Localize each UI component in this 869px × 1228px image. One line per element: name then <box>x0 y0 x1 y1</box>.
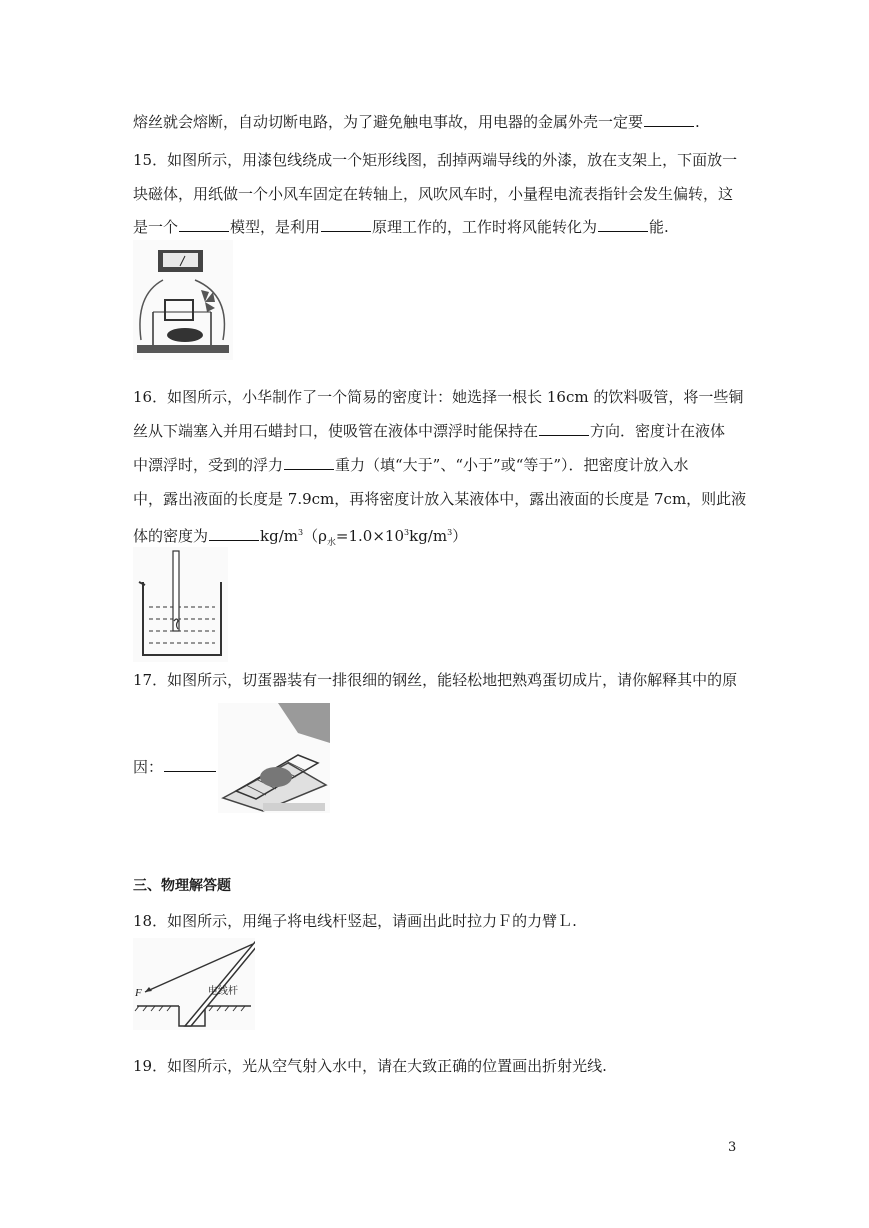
q16-line3: 中漂浮时，受到的浮力 重力（填“大于”、“小于”或“等于”）．把密度计放入水 <box>133 456 689 474</box>
q15-line1: 15．如图所示，用漆包线绕成一个矩形线图，刮掉两端导线的外漆，放在支架上，下面放一 <box>133 151 738 169</box>
q15-blank-2 <box>321 217 371 232</box>
q14-blank <box>644 112 694 127</box>
q15-line2: 块磁体，用纸做一个小风车固定在转轴上，风吹风车时，小量程电流表指针会发生偏转，这 <box>133 185 734 203</box>
q17-blank <box>164 757 216 772</box>
q16-blank-1 <box>539 421 589 436</box>
q15-blank-1 <box>179 217 229 232</box>
q17-line2: 因： <box>133 757 217 777</box>
q18-line1: 18．如图所示，用绳子将电线杆竖起，请画出此时拉力Ｆ的力臂Ｌ. <box>133 912 577 930</box>
q16-blank-2 <box>284 455 334 470</box>
page-number: 3 <box>728 1140 737 1155</box>
q16-line2: 丝从下端塞入并用石蜡封口，使吸管在液体中漂浮时能保持在 方向．密度计在液体 <box>133 422 726 440</box>
force-label: F <box>135 987 142 999</box>
generator-model-figure <box>133 240 233 360</box>
pole-label: 电线杆 <box>208 986 238 997</box>
q14-text: 熔丝就会熔断，自动切断电路，为了避免触电事故，用电器的金属外壳一定要 <box>133 113 644 131</box>
q17-line1: 17．如图所示，切蛋器装有一排很细的钢丝，能轻松地把熟鸡蛋切成片，请你解释其中的原 <box>133 671 738 689</box>
q19-line1: 19．如图所示，光从空气射入水中，请在大致正确的位置画出折射光线. <box>133 1057 607 1075</box>
pole-figure <box>133 938 255 1030</box>
q14-line: 熔丝就会熔断，自动切断电路，为了避免触电事故，用电器的金属外壳一定要 . <box>133 113 700 131</box>
q15-line3: 是一个 模型，是利用 原理工作的，工作时将风能转化为 能. <box>133 218 669 236</box>
magnet-icon <box>167 328 203 342</box>
q16-blank-3 <box>209 526 259 541</box>
q16-line5: 体的密度为 $kg/m^3(\rho_水=1.0\times 10^3kg/m^3)$ <box>133 527 468 548</box>
q16-line1: 16．如图所示，小华制作了一个简易的密度计：她选择一根长 16cm 的饮料吸管，将一些铜 <box>133 388 744 406</box>
q16-line4: 中，露出液面的长度是 7.9cm，再将密度计放入某液体中，露出液面的长度是 7cm，则此液 <box>133 490 747 508</box>
section-title: 三、物理解答题 <box>133 878 231 894</box>
egg-icon <box>260 767 292 787</box>
q15-blank-3 <box>598 217 648 232</box>
beaker-figure <box>133 547 228 662</box>
egg-slicer-figure <box>218 703 330 813</box>
